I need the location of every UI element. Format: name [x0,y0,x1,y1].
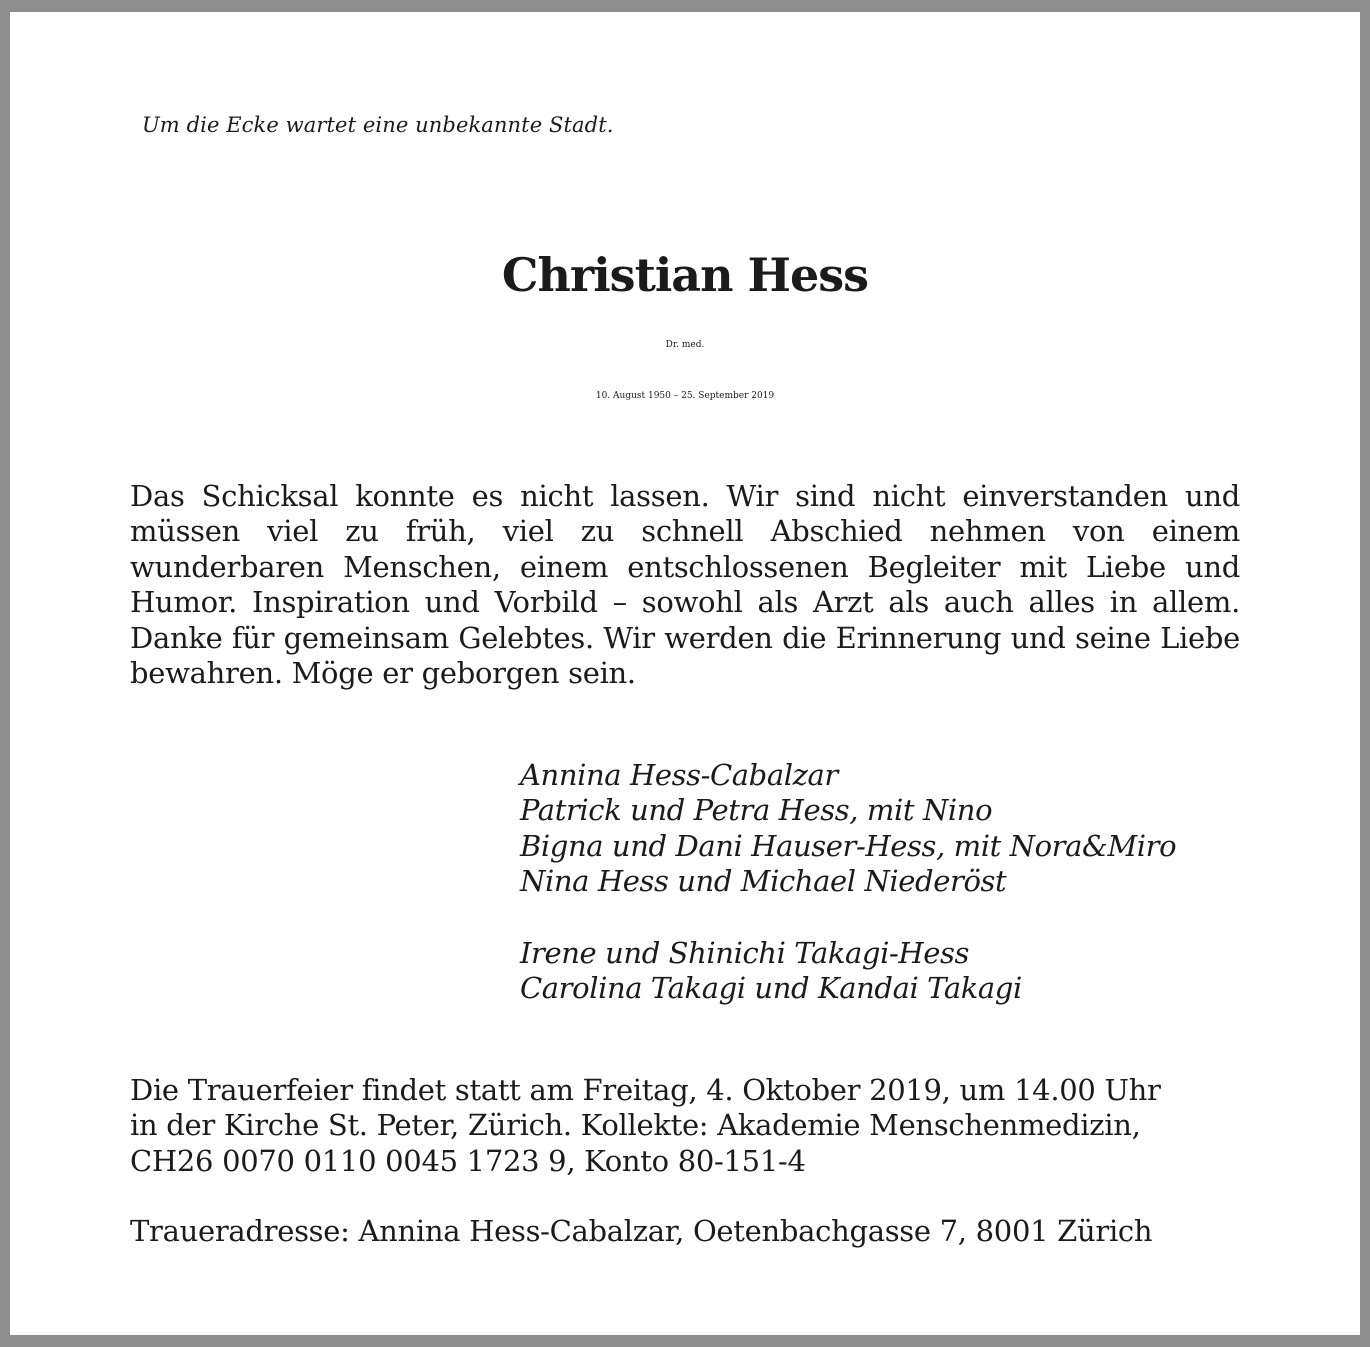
life-dates: 10. August 1950 – 25. September 2019 [595,391,775,401]
mourner-line: Annina Hess-Cabalzar [520,758,838,792]
mourner-line: Irene und Shinichi Takagi-Hess [520,936,969,970]
obituary-notice [10,12,1360,1335]
mourner-line: Patrick und Petra Hess, mit Nino [520,793,993,828]
service-line: CH26 0070 0110 0045 1723 9, Konto 80-151-4 [130,1143,806,1178]
mourner-line: Nina Hess und Michael Niederöst [520,864,1007,899]
mourner-line: Bigna und Dani Hauser-Hess, mit Nora&Miro [520,828,1177,863]
service-information [130,1073,1240,1179]
academic-title: Dr. med. [665,340,705,350]
service-line: in der Kirche St. Peter, Zürich. Kollekte: Akademie Menschenmedizin, [130,1108,1141,1143]
deceased-name: Christian Hess [501,248,869,302]
mourners-group-family [520,758,1176,900]
service-line: Die Trauerfeier findet statt am Freitag, 4. Oktober 2019, um 14.00 Uhr [130,1073,1161,1107]
mourning-address: Traueradresse: Annina Hess-Cabalzar, Oetenbachgasse 7, 8001 Zürich [130,1214,1153,1248]
mourner-line: Carolina Takagi und Kandai Takagi [520,971,1022,1006]
farewell-text: Das Schicksal konnte es nicht lassen. Wir sind nicht einverstanden und müssen viel zu früh, viel zu schnell Abschied nehmen von einem wunderbaren Menschen, einem entschlossenen Begleiter mit Liebe und Humor. Inspiration und Vorbild – sowohl als Arzt als auch alles in allem. Danke für gemeinsam Gelebtes. Wir werden die Erinnerung und seine Liebe bewahren. Möge er geborgen sein. [130,479,1240,691]
mourners-group-relatives [520,936,1022,1007]
motto-quote: Um die Ecke wartet eine unbekannte Stadt. [142,113,614,137]
